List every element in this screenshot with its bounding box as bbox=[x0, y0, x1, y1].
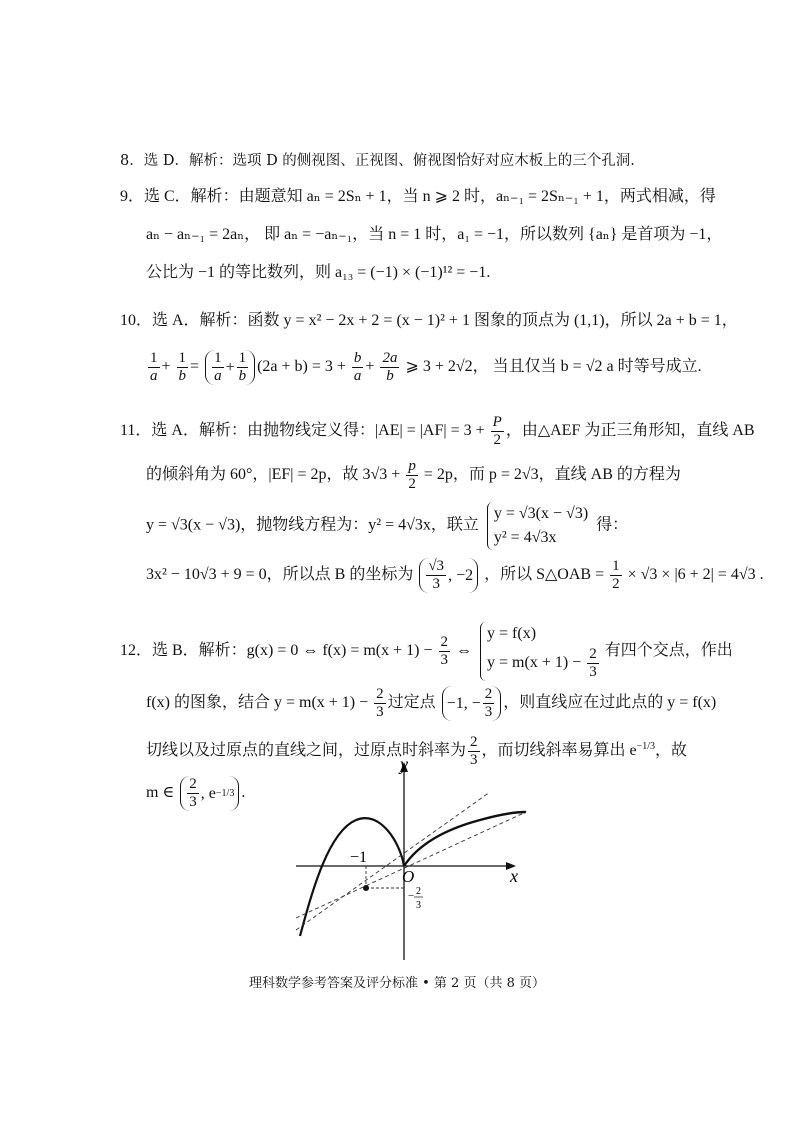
y-label: y bbox=[400, 754, 408, 774]
page-footer: 理科数学参考答案及评分标准 • 第 2 页（共 8 页） bbox=[248, 976, 545, 991]
neg-one-label: −1 bbox=[350, 849, 368, 866]
q10-line1: 10．选 A．解析：函数 y = x² − 2x + 2 = (x − 1)² + 1 图象的顶点为 (1,1)，所以 2a + b = 1， bbox=[120, 312, 738, 329]
q12-line3: 切线以及过原点的直线之间，过原点时斜率为 $\frac{2}{3}$ ，而切线斜率易算出 $e^{-1/3}$，故 bbox=[146, 734, 688, 768]
q9-line2: aₙ − aₙ₋₁ = 2aₙ， 即 aₙ = −aₙ₋₁，当 n = 1 时，a₁ = −1，所以数列 {aₙ} 是首项为 −1， bbox=[146, 226, 723, 243]
frac-2a-over-b: $\frac{2a}{b}$ bbox=[382, 350, 398, 384]
frac-1-over-a: $\frac{1}{a}$ bbox=[150, 350, 158, 384]
q11-line3: y = √3(x − √3)，抛物线方程为：y² = 4√3x，联立 y = √3(x − √3) y² = 4√3x 得： bbox=[146, 502, 628, 550]
frac-num: 2 bbox=[416, 886, 421, 897]
q8-line1: 8．选 D．解析：选项 D 的侧视图、正视图、俯视图恰好对应木板上的三个孔洞. bbox=[120, 153, 635, 169]
function-graph bbox=[290, 752, 530, 964]
frac-b-over-a: $\frac{b}{a}$ bbox=[353, 350, 362, 384]
x-label: x bbox=[510, 866, 518, 886]
frac-1-over-b: $\frac{1}{b}$ bbox=[178, 350, 187, 384]
fixed-point bbox=[363, 885, 369, 891]
q11-line4: 3x² − 10√3 + 9 = 0，所以点 B 的坐标为 $\frac{√3}{3}$ , −2 ，所以 S△OAB = $\frac{1}{2}$ × √3 × |6 + 2| = 4√3 . bbox=[146, 558, 764, 592]
paren-group: $\frac{1}{a}$ + $\frac{1}{b}$ bbox=[205, 350, 255, 385]
q11-line2: 的倾斜角为 60°，|EF| = 2p，故 3√3 + $\frac{p}{2}$ = 2p，而 p = 2√3，直线 AB 的方程为 bbox=[146, 458, 681, 492]
origin-line bbox=[296, 812, 526, 918]
neg-sign: − bbox=[408, 890, 415, 902]
q12-line2: f(x) 的图象，结合 y = m(x + 1) − $\frac{2}{3}$ 过定点 −1, − $\frac{2}{3}$ ，则直线应在过此点的 y = f(x) bbox=[146, 686, 717, 720]
q10-line2: $\frac{1}{a}$ + $\frac{1}{b}$ = $\frac{1}{a}$ + $\frac{1}{b}$ (2a + b) = 3 + $\frac{b}{a}$ + $\frac{2a}{b}$ ⩾ 3 + 2√2， 当且仅当 b = √2 a 时等号成立. bbox=[150, 350, 702, 384]
frac-den: 3 bbox=[416, 900, 421, 911]
q11-system: y = √3(x − √3) y² = 4√3x bbox=[487, 502, 588, 550]
q9-line3: 公比为 −1 的等比数列，则 a₁₃ = (−1) × (−1)¹² = −1. bbox=[146, 264, 491, 281]
left-curve bbox=[300, 818, 404, 936]
q12-system: y = f(x) y = m(x + 1) − $\frac{2}{3}$ bbox=[480, 622, 601, 681]
q11-line1: 11．选 A．解析：由抛物线定义得：|AE| = |AF| = 3 + $\frac{P}{2}$ ，由△AEF 为正三角形知，直线 AB bbox=[120, 414, 755, 448]
q12-line1: 12．选 B．解析：g(x) = 0 ⇔ f(x) = m(x + 1) − $\frac{2}{3}$ ⇔ y = f(x) y = m(x + 1) − $\frac{2}{3}$ 有四个交点，作出 bbox=[120, 622, 733, 681]
q9-line1: 9．选 C．解析：由题意知 aₙ = 2Sₙ + 1，当 n ⩾ 2 时，aₙ₋₁ = 2Sₙ₋₁ + 1，两式相减，得 bbox=[120, 188, 716, 205]
q12-line4: m ∈ $\frac{2}{3}$ , e −1/3 . bbox=[146, 776, 246, 810]
origin-label: O bbox=[402, 867, 415, 886]
